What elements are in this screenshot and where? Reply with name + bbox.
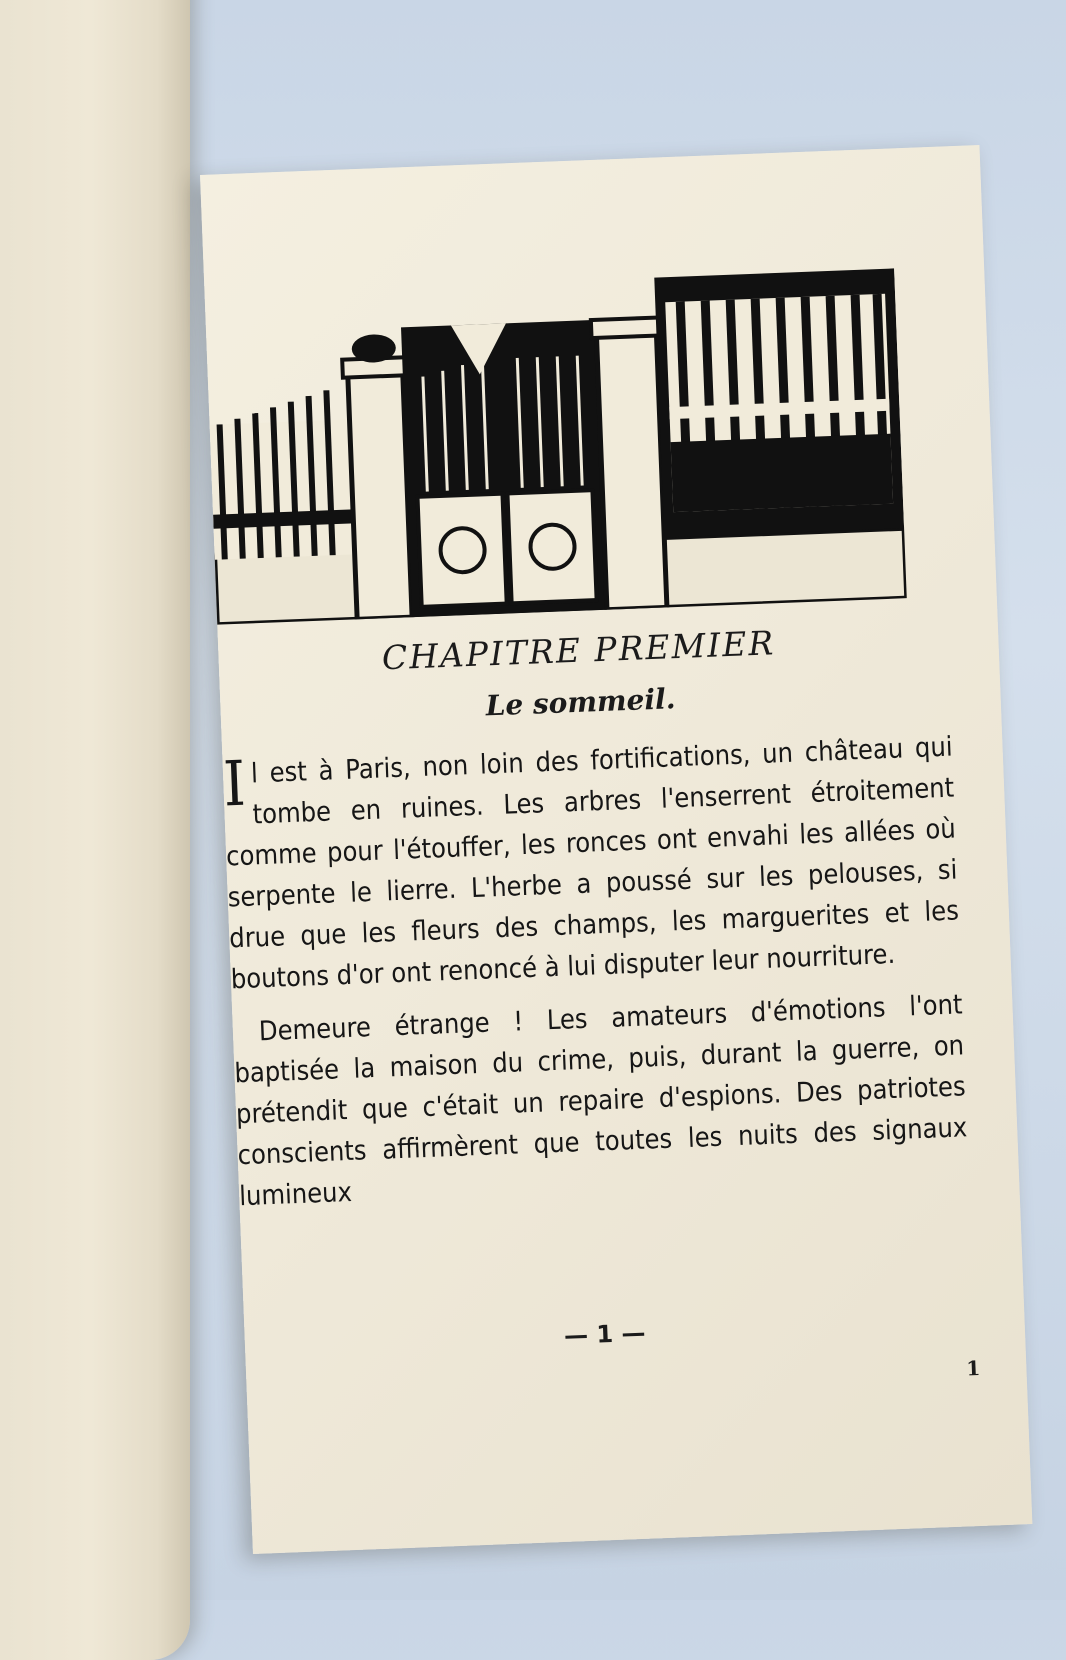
body-text (222, 727, 970, 1230)
page-number-center: — 1 — (563, 1318, 647, 1350)
drop-cap: I (221, 746, 247, 821)
paragraph-2: Demeure étrange ! Les amateurs d'émotions l'ont baptisée la maison du crime, puis, durant la guerre, on prétendit que c'était un repaire d'espions. Des patriotes conscients affirmèrent que toutes les nuits des signaux lumineux (233, 989, 968, 1213)
paragraph-1 (222, 727, 961, 1001)
book-page (200, 145, 1032, 1554)
chapter-subtitle: Le sommeil. (485, 682, 676, 723)
page-number-corner: 1 (965, 1355, 981, 1381)
chapter-heading: CHAPITRE PREMIER (381, 623, 776, 678)
paragraph-1-text: l est à Paris, non loin des fortifications, un château qui tombe en ruines. Les arbres l'enserrent étroitement comme pour l'étouffer, les ronces ont envahi les allées où serpente le lierre. L'herbe a poussé sur les pelouses, si drue que les fleurs des champs, les marguerites et les boutons d'or ont renoncé à lui disputer leur nourriture. (225, 731, 960, 996)
left-page-edge (0, 0, 190, 1660)
gate-illustration (204, 248, 907, 624)
